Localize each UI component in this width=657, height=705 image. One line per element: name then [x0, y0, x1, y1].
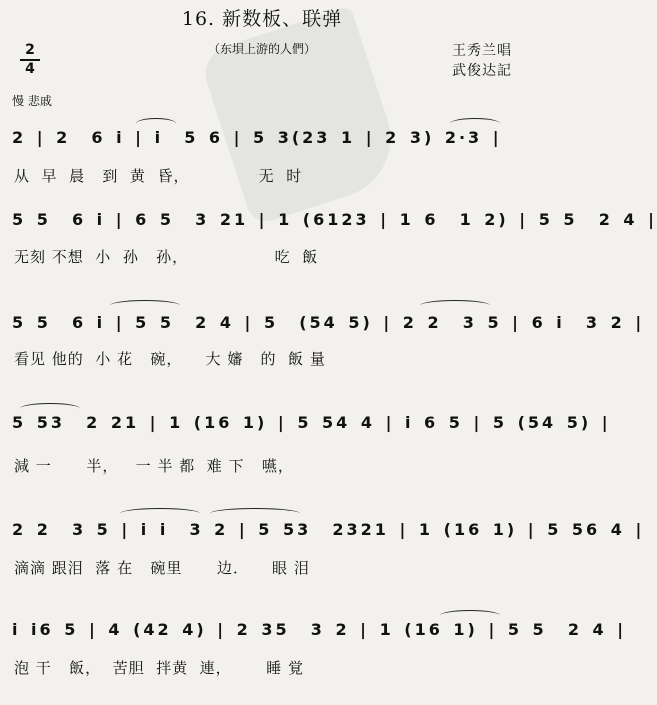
slur-mark [440, 610, 500, 621]
notation-line-3: 5 5 6 i | 5 5 2 4 | 5 (54 5) | 2 2 3 5 | 6 i 3 2 | [12, 313, 645, 332]
time-signature-bottom: 4 [25, 61, 35, 77]
slur-mark [210, 508, 300, 519]
watermark-stamp [198, 6, 406, 227]
slur-mark [120, 508, 200, 519]
lyrics-line-4: 減 一 半， 一 半 都 难 下 嚥， [14, 457, 294, 475]
tempo-mark: 慢 悲戚 [12, 94, 52, 108]
time-signature-top: 2 [25, 42, 35, 58]
lyrics-line-5: 滴滴 跟泪 落 在 碗里 边． 眼 泪 [14, 559, 310, 577]
slur-mark [420, 300, 490, 311]
lyrics-line-1: 从 早 晨 到 黄 昏， 无 时 [14, 167, 303, 185]
lyrics-line-3: 看见 他的 小 花 碗， 大 嬸 的 飯 量 [14, 350, 326, 368]
slur-mark [450, 118, 500, 129]
notation-line-1: 2 | 2 6 i | i 5 6 | 5 3(23 1 | 2 3) 2·3 | [12, 128, 502, 147]
notation-line-2: 5 5 6 i | 6 5 3 21 | 1 (6123 | 1 6 1 2) | 5 5 2 4 | [12, 210, 657, 229]
lyrics-line-2: 无刻 不想 小 孙 孙， 吃 飯 [14, 248, 319, 266]
notation-line-6: i i6 5 | 4 (42 4) | 2 35 3 2 | 1 (16 1) | 5 5 2 4 | [12, 620, 627, 639]
lyrics-line-6: 泡 干 飯， 苦胆 拌黄 連， 睡 覚 [14, 659, 305, 677]
slur-mark [136, 118, 176, 129]
singer-credit: 王秀兰唱 [452, 43, 512, 59]
song-title: 16. 新数板、联弹 [181, 8, 343, 30]
notation-line-4: 5 53 2 21 | 1 (16 1) | 5 54 4 | i 6 5 | 5 (54 5) | [12, 413, 611, 432]
song-subtitle: （东垻上游的人們） [207, 42, 316, 56]
recorder-credit: 武俊达記 [452, 63, 512, 79]
notation-line-5: 2 2 3 5 | i i 3 2 | 5 53 2321 | 1 (16 1) | 5 56 4 | [12, 520, 645, 539]
time-signature [20, 43, 40, 77]
slur-mark [110, 300, 180, 311]
slur-mark [20, 403, 80, 414]
